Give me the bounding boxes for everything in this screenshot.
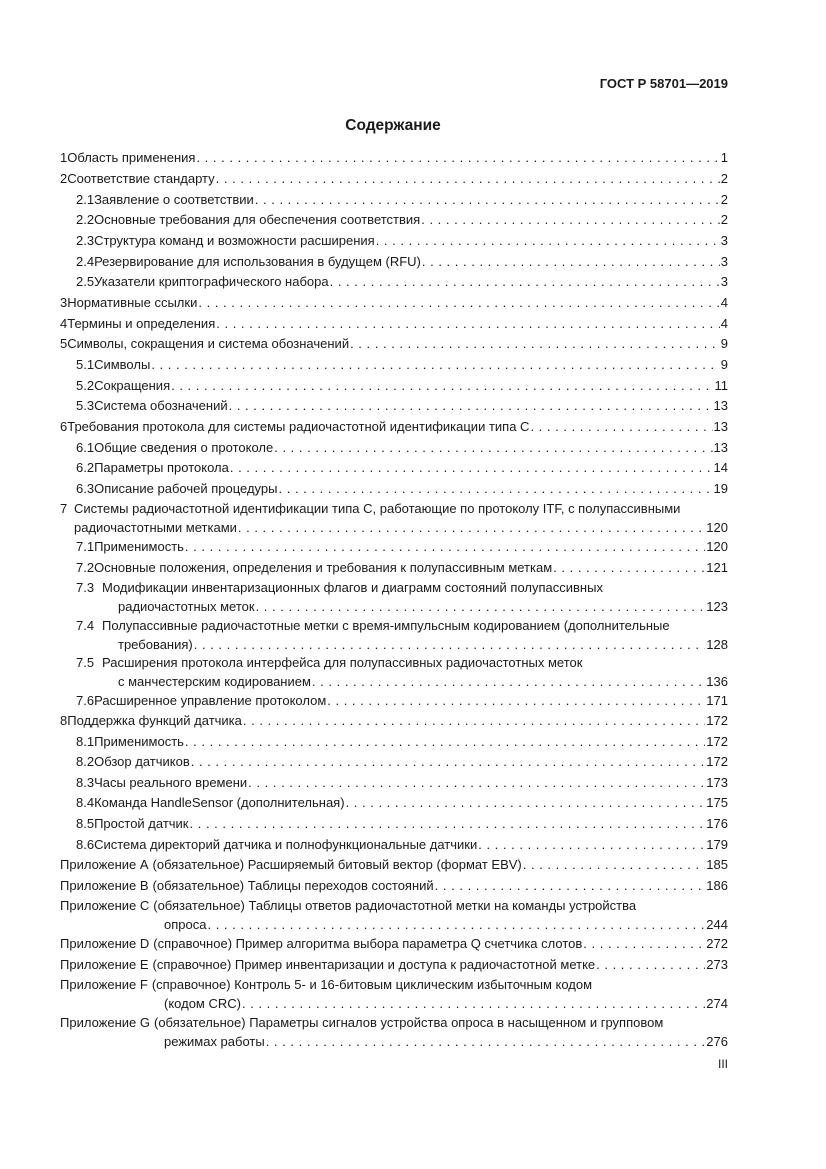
dot-leader bbox=[185, 733, 705, 751]
toc-entry-page: 179 bbox=[706, 837, 728, 852]
toc-entry bbox=[60, 794, 728, 812]
toc-entry-page: 173 bbox=[706, 775, 728, 790]
toc-entry-page: 2 bbox=[720, 171, 728, 186]
toc-entry-number: 8.5 bbox=[76, 816, 95, 831]
dot-leader bbox=[248, 774, 705, 792]
toc-entry-title: Система обозначений bbox=[94, 398, 228, 413]
dot-leader bbox=[243, 712, 705, 730]
toc-entry-title-continuation: с манчестерским кодированием bbox=[118, 674, 311, 689]
toc-entry bbox=[60, 617, 728, 654]
toc-entry bbox=[60, 1014, 728, 1051]
toc-entry-number: 2.5 bbox=[76, 274, 95, 289]
dot-leader bbox=[191, 753, 706, 771]
toc-entry-number: 7.5 bbox=[76, 655, 95, 670]
toc-entry-title: Применимость bbox=[94, 734, 184, 749]
toc-entry-title: Обзор датчиков bbox=[94, 754, 190, 769]
dot-leader bbox=[312, 673, 705, 691]
toc-entry-title: Структура команд и возможности расширения bbox=[94, 233, 375, 248]
toc-entry-number: 7 bbox=[60, 501, 68, 516]
toc-entry bbox=[60, 356, 728, 374]
toc-entry-page: 120 bbox=[706, 539, 728, 554]
toc-entry bbox=[60, 559, 728, 577]
toc-entry-title: Расширения протокола интерфейса для полупассивных радиочастотных меток bbox=[102, 655, 583, 670]
toc-entry bbox=[60, 253, 728, 271]
dot-leader bbox=[198, 294, 719, 312]
toc-entry-page: 186 bbox=[706, 878, 728, 893]
toc-entry-page: 136 bbox=[706, 674, 728, 689]
toc-entry-title-continuation: опроса bbox=[164, 917, 207, 932]
toc-entry bbox=[60, 377, 728, 395]
toc-entry-page: 185 bbox=[706, 857, 728, 872]
toc-entry-number: 7.3 bbox=[76, 580, 95, 595]
toc-entry-number: 8.3 bbox=[76, 775, 95, 790]
toc-entry-title: Системы радиочастотной идентификации типа С, работающие по протоколу ITF, с полупассивными bbox=[74, 501, 681, 516]
toc-entry bbox=[60, 692, 728, 710]
toc-entry-title: Символы bbox=[94, 357, 151, 372]
toc-entry bbox=[60, 836, 728, 854]
toc-entry-title-continuation: требования) bbox=[118, 637, 193, 652]
toc-entry bbox=[60, 956, 728, 974]
toc-entry-page: 123 bbox=[706, 599, 728, 614]
toc-entry-page: 4 bbox=[720, 295, 728, 310]
document-standard-number: ГОСТ Р 58701—2019 bbox=[599, 76, 728, 91]
dot-leader bbox=[279, 480, 713, 498]
toc-entry-page: 13 bbox=[713, 419, 728, 434]
toc-entry bbox=[60, 538, 728, 556]
toc-entry-title: Термины и определения bbox=[67, 316, 216, 331]
toc-entry-title: Общие сведения о протоколе bbox=[94, 440, 274, 455]
dot-leader bbox=[255, 191, 720, 209]
dot-leader bbox=[242, 995, 705, 1013]
toc-entry-page: 244 bbox=[706, 917, 728, 932]
toc-entry-title-continuation: радиочастотных меток bbox=[118, 599, 255, 614]
toc-entry-number: 2.1 bbox=[76, 192, 95, 207]
toc-entry bbox=[60, 856, 728, 874]
toc-entry-page: 120 bbox=[706, 520, 728, 535]
toc-entry-title-continuation: радиочастотными метками bbox=[74, 520, 237, 535]
toc-entry bbox=[60, 315, 728, 333]
toc-entry bbox=[60, 815, 728, 833]
toc-entry-page: 175 bbox=[706, 795, 728, 810]
toc-entry bbox=[60, 335, 728, 353]
toc-entry bbox=[60, 397, 728, 415]
toc-entry bbox=[60, 439, 728, 457]
dot-leader bbox=[151, 356, 719, 374]
toc-entry-page: 19 bbox=[713, 481, 728, 496]
page-number: III bbox=[717, 1057, 728, 1071]
toc-entry-page: 2 bbox=[720, 212, 728, 227]
toc-entry-number: 5.1 bbox=[76, 357, 95, 372]
toc-entry bbox=[60, 149, 728, 167]
toc-entry-title: Описание рабочей процедуры bbox=[94, 481, 278, 496]
dot-leader bbox=[274, 439, 712, 457]
toc-entry-number: 8.1 bbox=[76, 734, 95, 749]
toc-entry-number: 2.3 bbox=[76, 233, 95, 248]
toc-entry-title: Символы, сокращения и система обозначений bbox=[67, 336, 350, 351]
toc-entry-number: 6 bbox=[60, 419, 68, 434]
toc-entry bbox=[60, 211, 728, 229]
toc-entry-title: Команда HandleSensor (дополнительная) bbox=[94, 795, 345, 810]
toc-entry-page: 176 bbox=[706, 816, 728, 831]
dot-leader bbox=[196, 149, 719, 167]
toc-entry-title: (обязательное) Таблицы переходов состояний bbox=[152, 878, 434, 893]
toc-entry-title: (справочное) Пример алгоритма выбора параметра Q счетчика слотов bbox=[153, 936, 583, 951]
toc-entry bbox=[60, 712, 728, 730]
toc-entry-page: 3 bbox=[720, 254, 728, 269]
dot-leader bbox=[330, 273, 720, 291]
toc-entry-number: 6.2 bbox=[76, 460, 95, 475]
toc-entry-title: (справочное) Пример инвентаризации и доступа к радиочастотной метке bbox=[152, 957, 596, 972]
toc-entry-number: 8 bbox=[60, 713, 68, 728]
toc-entry-page: 11 bbox=[714, 378, 728, 393]
toc-entry-title-continuation: режимах работы bbox=[164, 1034, 265, 1049]
toc-entry bbox=[60, 480, 728, 498]
toc-entry-number: 5.2 bbox=[76, 378, 95, 393]
toc-entry bbox=[60, 897, 728, 934]
dot-leader bbox=[256, 598, 706, 616]
dot-leader bbox=[523, 856, 706, 874]
dot-leader bbox=[190, 815, 706, 833]
toc-entry-number: 4 bbox=[60, 316, 68, 331]
toc-entry-number: 2 bbox=[60, 171, 68, 186]
toc-entry-number: 8.6 bbox=[76, 837, 95, 852]
toc-entry-page: 13 bbox=[713, 440, 728, 455]
toc-entry-title: Система директорий датчика и полнофункциональные датчики bbox=[94, 837, 478, 852]
toc-entry-title: (справочное) Контроль 5- и 16-битовым циклическим избыточным кодом bbox=[151, 977, 593, 992]
toc-entry bbox=[60, 418, 728, 436]
toc-entry-title: (обязательное) Параметры сигналов устройства опроса в насыщенном и групповом bbox=[153, 1015, 664, 1030]
toc-entry-title: Применимость bbox=[94, 539, 184, 554]
dot-leader bbox=[583, 935, 705, 953]
toc-entry-title: Указатели криптографического набора bbox=[94, 274, 329, 289]
toc-entry-number: 5.3 bbox=[76, 398, 95, 413]
toc-entry-page: 172 bbox=[706, 713, 728, 728]
toc-entry-number: 5 bbox=[60, 336, 68, 351]
toc-entry-number: Приложение С bbox=[60, 898, 150, 913]
toc-entry-page: 3 bbox=[720, 233, 728, 248]
toc-entry-number: 7.2 bbox=[76, 560, 95, 575]
dot-leader bbox=[194, 636, 706, 654]
toc-entry-title: Область применения bbox=[67, 150, 196, 165]
page-title: Содержание bbox=[345, 117, 441, 134]
toc-entry bbox=[60, 579, 728, 616]
toc-entry-page: 2 bbox=[720, 192, 728, 207]
dot-leader bbox=[376, 232, 720, 250]
toc-entry bbox=[60, 294, 728, 312]
toc-entry bbox=[60, 976, 728, 1013]
toc-entry-title: Полупассивные радиочастотные метки с время-импульсным кодированием (дополнительные bbox=[102, 618, 670, 633]
dot-leader bbox=[216, 170, 720, 188]
toc-entry bbox=[60, 232, 728, 250]
toc-entry-title: Резервирование для использования в будущем (RFU) bbox=[94, 254, 421, 269]
toc-entry-number: 8.2 bbox=[76, 754, 95, 769]
toc-entry-page: 276 bbox=[706, 1034, 728, 1049]
toc-entry-title: Модификации инвентаризационных флагов и диаграмм состояний полупассивных bbox=[102, 580, 603, 595]
toc-entry-title: Соответствие стандарту bbox=[67, 171, 215, 186]
toc-entry-number: Приложение В bbox=[60, 878, 149, 893]
dot-leader bbox=[207, 916, 705, 934]
toc-entry-number: 7.4 bbox=[76, 618, 95, 633]
toc-entry bbox=[60, 753, 728, 771]
toc-entry-page: 273 bbox=[706, 957, 728, 972]
toc-entry-title: Поддержка функций датчика bbox=[67, 713, 242, 728]
toc-entry-number: 6.1 bbox=[76, 440, 95, 455]
toc-entry-number: Приложение А bbox=[60, 857, 149, 872]
toc-entry-page: 13 bbox=[713, 398, 728, 413]
toc-entry-page: 1 bbox=[720, 150, 728, 165]
toc-entry-number: 6.3 bbox=[76, 481, 95, 496]
toc-entry-page: 274 bbox=[706, 996, 728, 1011]
toc-entry bbox=[60, 191, 728, 209]
toc-entry-title: Часы реального времени bbox=[94, 775, 248, 790]
dot-leader bbox=[435, 877, 706, 895]
dot-leader bbox=[171, 377, 713, 395]
toc-entry-number: 2.2 bbox=[76, 212, 95, 227]
dot-leader bbox=[350, 335, 720, 353]
toc-entry-title: Простой датчик bbox=[94, 816, 189, 831]
dot-leader bbox=[327, 692, 705, 710]
dot-leader bbox=[230, 459, 713, 477]
toc-entry-title: Заявление о соответствии bbox=[94, 192, 254, 207]
toc-entry-number: Приложение D bbox=[60, 936, 150, 951]
toc-entry-number: Приложение Е bbox=[60, 957, 149, 972]
dot-leader bbox=[266, 1033, 706, 1051]
toc-entry-number: 7.6 bbox=[76, 693, 95, 708]
dot-leader bbox=[553, 559, 705, 577]
toc-entry-number: 7.1 bbox=[76, 539, 95, 554]
toc-entry-title: Параметры протокола bbox=[94, 460, 229, 475]
toc-entry-title: (обязательное) Расширяемый битовый вектор (формат EBV) bbox=[152, 857, 522, 872]
toc-entry-page: 171 bbox=[706, 693, 728, 708]
toc-entry-number: 1 bbox=[60, 150, 68, 165]
toc-entry bbox=[60, 500, 728, 537]
toc-entry bbox=[60, 733, 728, 751]
toc-entry-title: Сокращения bbox=[94, 378, 171, 393]
dot-leader bbox=[238, 519, 705, 537]
toc-entry-number: 2.4 bbox=[76, 254, 95, 269]
toc-entry bbox=[60, 654, 728, 691]
toc-entry-page: 172 bbox=[706, 734, 728, 749]
dot-leader bbox=[530, 418, 712, 436]
toc-entry-title: Расширенное управление протоколом bbox=[94, 693, 327, 708]
toc-entry-title: (обязательное) Таблицы ответов радиочастотной метки на команды устройства bbox=[153, 898, 637, 913]
toc-entry-number: 8.4 bbox=[76, 795, 95, 810]
toc-entry-page: 172 bbox=[706, 754, 728, 769]
toc-entry-page: 14 bbox=[713, 460, 728, 475]
dot-leader bbox=[478, 836, 705, 854]
dot-leader bbox=[229, 397, 713, 415]
toc-entry-page: 3 bbox=[720, 274, 728, 289]
toc-entry bbox=[60, 935, 728, 953]
dot-leader bbox=[422, 253, 720, 271]
toc-entry-page: 9 bbox=[720, 357, 728, 372]
toc-entry-title: Основные требования для обеспечения соответствия bbox=[94, 212, 421, 227]
toc-entry-title: Основные положения, определения и требования к полупассивным меткам bbox=[94, 560, 553, 575]
dot-leader bbox=[596, 956, 705, 974]
toc-entry-page: 128 bbox=[706, 637, 728, 652]
toc-entry-number: Приложение F bbox=[60, 977, 148, 992]
toc-entry-number: 3 bbox=[60, 295, 68, 310]
toc-entry-title: Нормативные ссылки bbox=[67, 295, 198, 310]
dot-leader bbox=[421, 211, 720, 229]
dot-leader bbox=[216, 315, 720, 333]
toc-entry bbox=[60, 774, 728, 792]
toc-entry-page: 121 bbox=[706, 560, 728, 575]
toc-entry bbox=[60, 459, 728, 477]
toc-entry-number: Приложение G bbox=[60, 1015, 150, 1030]
dot-leader bbox=[346, 794, 706, 812]
dot-leader bbox=[185, 538, 705, 556]
toc-entry-page: 4 bbox=[720, 316, 728, 331]
toc-entry bbox=[60, 877, 728, 895]
toc-entry-page: 9 bbox=[720, 336, 728, 351]
toc-entry-title-continuation: (кодом CRC) bbox=[164, 996, 241, 1011]
toc-entry bbox=[60, 170, 728, 188]
toc-entry-page: 272 bbox=[706, 936, 728, 951]
toc-entry bbox=[60, 273, 728, 291]
toc-entry-title: Требования протокола для системы радиочастотной идентификации типа С bbox=[67, 419, 530, 434]
